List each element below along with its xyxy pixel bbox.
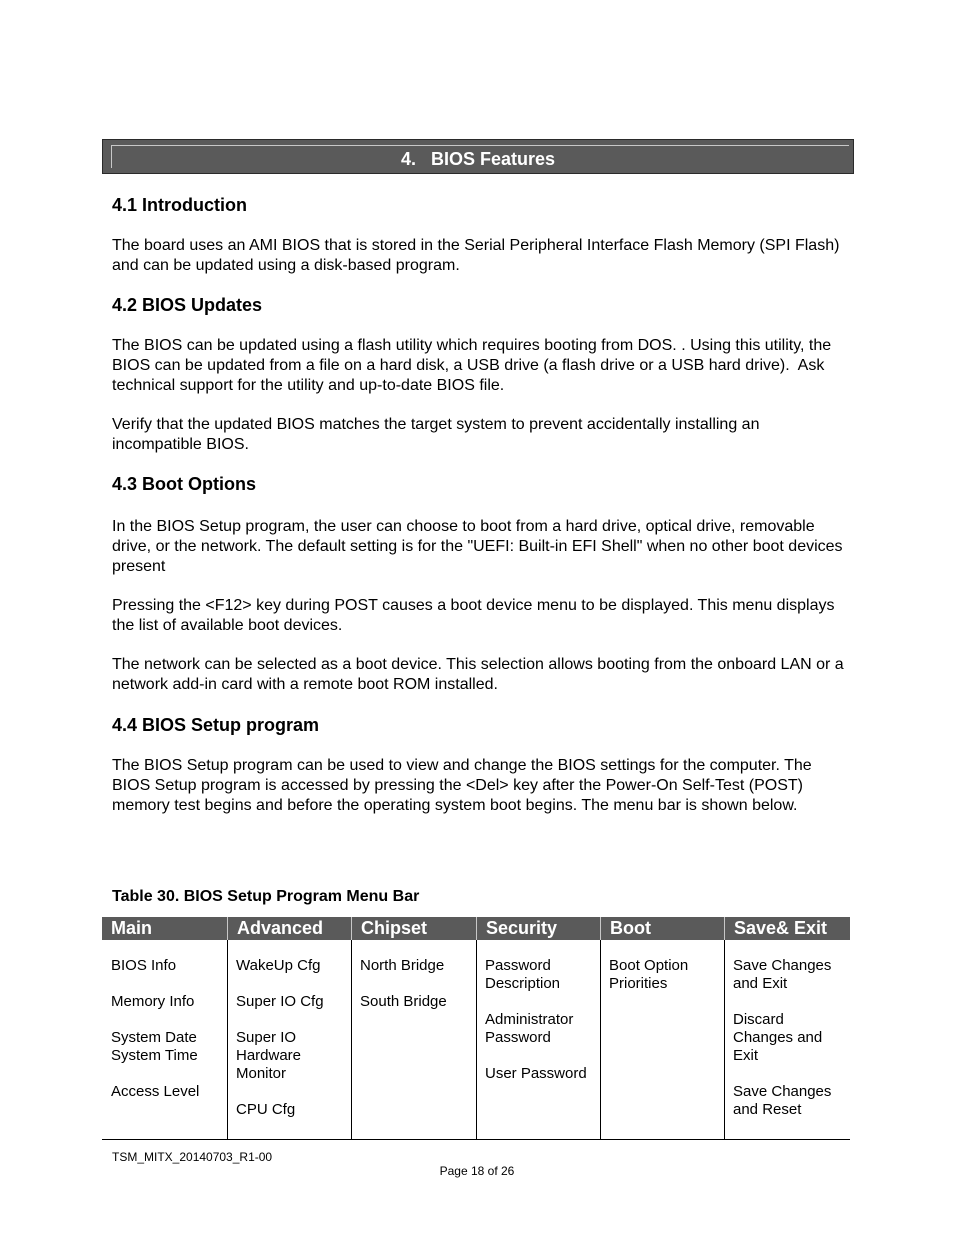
menu-head-main: Main <box>111 918 153 938</box>
menu-item: North Bridge <box>360 957 445 974</box>
menu-item: User Password <box>485 1065 587 1082</box>
menu-head-security: Security <box>476 917 600 940</box>
menu-item: Super IO Cfg <box>236 993 324 1010</box>
section-heading-introduction: 4.1 Introduction <box>112 195 247 215</box>
paragraph-bios-setup: The BIOS Setup program can be used to view and change the BIOS settings for the computer. The BIOS Setup program is accessed by pressing the <Del> key after the Power-On Self-Test (POST) memory test begins and before the operating system boot begins. The menu bar is shown below. <box>112 757 812 814</box>
menu-item: WakeUp Cfg <box>236 957 321 974</box>
menu-item: Save Changes and Reset <box>733 1083 832 1118</box>
menu-head-boot: Boot <box>600 917 724 940</box>
section-heading-bios-updates: 4.2 BIOS Updates <box>112 295 263 315</box>
section-heading-boot-options: 4.3 Boot Options <box>112 474 256 494</box>
paragraph-bios-updates-2: Verify that the updated BIOS matches the target system to prevent accidentally installing an incompatible BIOS. <box>112 416 760 453</box>
footer-doc-id: TSM_MITX_20140703_R1-00 <box>112 1150 273 1164</box>
menu-head-save-exit: Save& Exit <box>724 917 850 940</box>
menu-item: Super IO Hardware Monitor <box>236 1029 302 1082</box>
menu-column-security <box>476 957 600 1101</box>
menu-item: CPU Cfg <box>236 1101 296 1118</box>
menu-head-chipset: Chipset <box>351 917 476 940</box>
menu-column-advanced <box>227 957 351 1137</box>
menu-item: System Date System Time <box>111 1029 198 1064</box>
paragraph-boot-options-2: Pressing the <F12> key during POST causes a boot device menu to be displayed. This menu displays the list of available boot devices. <box>112 597 835 634</box>
paragraph-boot-options-1: In the BIOS Setup program, the user can choose to boot from a hard drive, optical drive, removable drive, or the network. The default setting is for the "UEFI: Built-in EFI Shell" when no other boot devices present <box>112 518 843 575</box>
menu-header-row <box>102 917 850 940</box>
table-caption: Table 30. BIOS Setup Program Menu Bar <box>112 888 420 905</box>
paragraph-boot-options-3: The network can be selected as a boot device. This selection allows booting from the onboard LAN or a network add-in card with a remote boot ROM installed. <box>112 656 844 693</box>
footer-page-number: Page 18 of 26 <box>439 1164 515 1178</box>
menu-column-boot <box>600 957 724 1011</box>
menu-item: Administrator Password <box>485 1011 574 1046</box>
menu-column-chipset <box>351 957 476 1029</box>
bios-menu-table <box>102 917 850 1140</box>
chapter-banner <box>102 139 854 174</box>
menu-column-main <box>102 957 227 1119</box>
menu-head-advanced: Advanced <box>227 917 351 940</box>
menu-item: Access Level <box>111 1083 200 1100</box>
menu-item: Discard Changes and Exit <box>733 1011 823 1064</box>
paragraph-introduction: The board uses an AMI BIOS that is stored in the Serial Peripheral Interface Flash Memory (SPI Flash) and can be updated using a disk-based program. <box>112 237 840 274</box>
section-heading-bios-setup: 4.4 BIOS Setup program <box>112 715 320 735</box>
menu-item: Memory Info <box>111 993 195 1010</box>
chapter-title: 4. BIOS Features <box>400 149 556 169</box>
menu-item: BIOS Info <box>111 957 177 974</box>
menu-item: Password Description <box>485 957 561 992</box>
menu-item: Save Changes and Exit <box>733 957 832 992</box>
paragraph-bios-updates-1: The BIOS can be updated using a flash utility which requires booting from DOS. . Using this utility, the BIOS can be updated from a file on a hard disk, a USB drive (a flash drive or a USB hard drive). Ask technical support for the utility and up-to-date BIOS file. <box>112 337 836 394</box>
menu-item: Boot Option Priorities <box>609 957 689 992</box>
menu-item: South Bridge <box>360 993 447 1010</box>
menu-column-save-exit <box>724 957 850 1137</box>
